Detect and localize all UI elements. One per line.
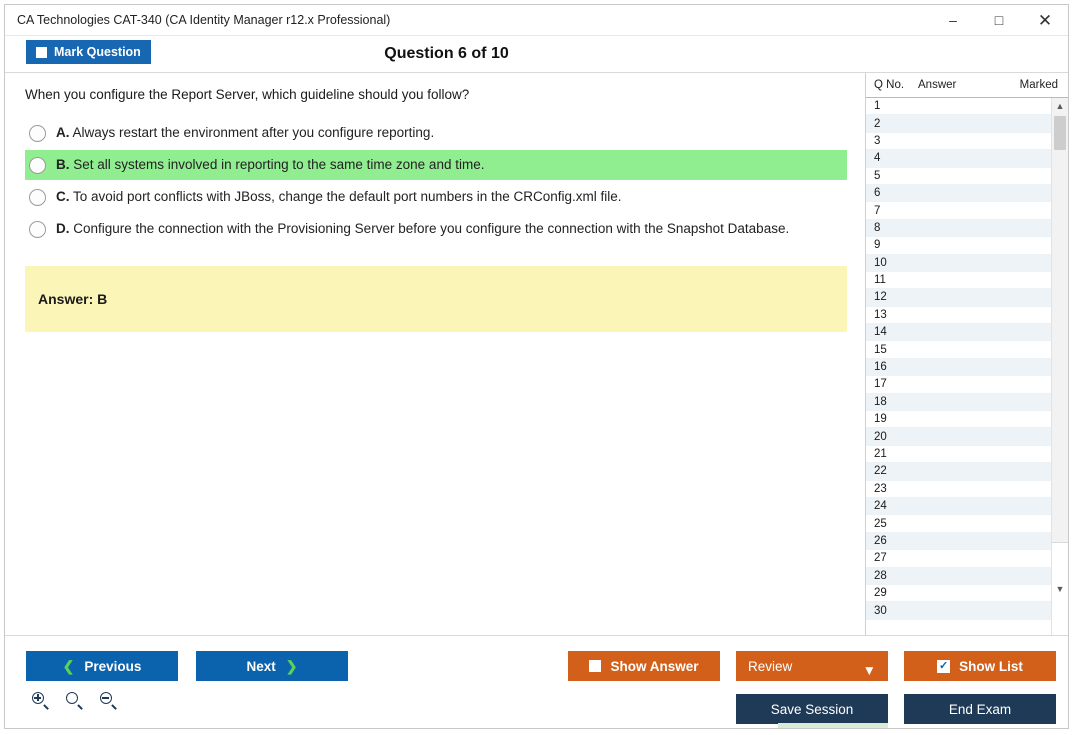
row-question-number: 19 (874, 413, 887, 426)
choice-d-body: Configure the connection with the Provisioning Server before you configure the connection with the Snapshot Database. (73, 221, 790, 236)
mark-question-button[interactable] (26, 40, 151, 64)
row-question-number: 29 (874, 587, 887, 600)
row-question-number: 10 (874, 256, 887, 269)
table-row[interactable] (866, 168, 1051, 185)
show-answer-button[interactable] (568, 651, 720, 681)
table-row[interactable] (866, 602, 1051, 619)
show-list-checkbox-icon: ✓ (939, 659, 949, 672)
choice-a[interactable] (25, 118, 847, 148)
question-list-header (866, 73, 1068, 98)
table-row[interactable] (866, 133, 1051, 150)
row-question-number: 2 (874, 117, 881, 130)
table-row[interactable] (866, 394, 1051, 411)
save-session-button[interactable] (736, 694, 888, 724)
end-exam-label: End Exam (948, 701, 1012, 717)
scroll-up-icon[interactable]: ▲ (1052, 98, 1068, 114)
table-row[interactable] (866, 428, 1051, 445)
question-list-scrollbar[interactable] (1051, 98, 1068, 635)
choice-d[interactable] (25, 214, 847, 244)
table-row[interactable] (866, 376, 1051, 393)
radio-icon-b[interactable] (29, 157, 46, 174)
table-row[interactable] (866, 568, 1051, 585)
row-question-number: 11 (874, 274, 886, 287)
radio-icon-d[interactable] (29, 221, 46, 238)
choice-d-letter: D. (56, 221, 70, 236)
table-row[interactable] (866, 550, 1051, 567)
table-row[interactable] (866, 289, 1051, 306)
row-question-number: 8 (874, 221, 881, 234)
answer-text: Answer: B (38, 291, 108, 307)
table-row[interactable] (866, 202, 1051, 219)
table-row[interactable] (866, 272, 1051, 289)
table-row[interactable] (866, 185, 1051, 202)
table-row[interactable] (866, 307, 1051, 324)
row-question-number: 17 (874, 378, 887, 391)
row-question-number: 7 (874, 204, 881, 217)
next-label: Next (246, 658, 276, 674)
table-row[interactable] (866, 498, 1051, 515)
question-counter: Question 6 of 10 (384, 45, 509, 62)
close-button[interactable]: ✕ (1037, 10, 1053, 30)
table-row[interactable] (866, 98, 1051, 115)
answer-banner (25, 266, 847, 332)
table-row[interactable] (866, 220, 1051, 237)
status-strip (778, 723, 888, 728)
window-title: CA Technologies CAT-340 (CA Identity Manager r12.x Professional) (17, 13, 391, 27)
show-answer-checkbox-icon (589, 660, 601, 672)
table-row[interactable] (866, 324, 1051, 341)
previous-button[interactable] (26, 651, 178, 681)
row-question-number: 26 (874, 534, 887, 547)
table-row[interactable] (866, 237, 1051, 254)
choice-a-letter: A. (56, 125, 70, 140)
table-row[interactable] (866, 446, 1051, 463)
question-list-body (866, 98, 1068, 635)
next-button[interactable] (196, 651, 348, 681)
row-question-number: 5 (874, 169, 881, 182)
exam-window (4, 4, 1069, 729)
table-row[interactable] (866, 585, 1051, 602)
row-question-number: 9 (874, 239, 881, 252)
table-row[interactable] (866, 359, 1051, 376)
choice-c-letter: C. (56, 189, 70, 204)
row-question-number: 22 (874, 465, 887, 478)
choice-b-body: Set all systems involved in reporting to the same time zone and time. (73, 157, 485, 172)
row-question-number: 30 (874, 604, 887, 617)
row-question-number: 27 (874, 552, 887, 565)
bottom-toolbar (5, 635, 1068, 728)
row-question-number: 1 (874, 100, 881, 113)
choice-b-text (56, 156, 484, 174)
minimize-button[interactable]: – (949, 12, 957, 28)
table-row[interactable] (866, 411, 1051, 428)
row-question-number: 16 (874, 361, 887, 374)
col-header-qno: Q No. (874, 79, 905, 91)
row-question-number: 25 (874, 517, 887, 530)
title-bar (5, 5, 1068, 36)
mark-question-checkbox-icon (36, 47, 47, 58)
table-row[interactable] (866, 515, 1051, 532)
question-text: When you configure the Report Server, which guideline should you follow? (25, 87, 470, 102)
table-row[interactable] (866, 115, 1051, 132)
exam-toolbar (5, 36, 1068, 73)
radio-icon-c[interactable] (29, 189, 46, 206)
zoom-reset-icon[interactable] (65, 691, 85, 711)
table-row[interactable] (866, 341, 1051, 358)
table-row[interactable] (866, 463, 1051, 480)
row-question-number: 12 (874, 291, 887, 304)
row-question-number: 14 (874, 326, 887, 339)
choice-b[interactable] (25, 150, 847, 180)
question-pane (5, 73, 865, 635)
row-question-number: 20 (874, 430, 887, 443)
row-question-number: 15 (874, 343, 887, 356)
zoom-in-icon[interactable] (31, 691, 51, 711)
row-question-number: 18 (874, 395, 887, 408)
zoom-out-icon[interactable] (99, 691, 119, 711)
choice-a-text (56, 124, 434, 142)
choice-a-body: Always restart the environment after you configure reporting. (72, 125, 435, 140)
mark-question-label: Mark Question (54, 45, 141, 59)
table-row[interactable] (866, 255, 1051, 272)
radio-icon-a[interactable] (29, 125, 46, 142)
previous-label: Previous (84, 658, 142, 674)
row-question-number: 23 (874, 482, 887, 495)
end-exam-button[interactable] (904, 694, 1056, 724)
exam-body (5, 73, 1068, 635)
scroll-down-icon[interactable]: ▼ (1052, 542, 1068, 635)
table-row[interactable] (866, 533, 1051, 550)
row-question-number: 24 (874, 500, 887, 513)
row-question-number: 21 (874, 448, 887, 460)
table-row[interactable] (866, 481, 1051, 498)
chevron-right-icon: ❯ (285, 658, 298, 674)
question-rows (866, 98, 1051, 635)
choice-c[interactable] (25, 182, 847, 212)
show-answer-label: Show Answer (610, 658, 699, 674)
question-list-pane (865, 73, 1068, 635)
row-question-number: 6 (874, 187, 881, 200)
chevron-down-icon: ▼ (862, 663, 876, 678)
table-row[interactable] (866, 150, 1051, 167)
choice-c-text (56, 188, 622, 206)
show-list-label: Show List (959, 658, 1023, 674)
row-question-number: 28 (874, 569, 887, 582)
row-question-number: 3 (874, 134, 881, 147)
row-question-number: 4 (874, 152, 881, 165)
col-header-answer: Answer (918, 79, 957, 91)
maximize-button[interactable]: □ (994, 12, 1004, 28)
chevron-left-icon: ❮ (62, 658, 75, 674)
choice-c-body: To avoid port conflicts with JBoss, change the default port numbers in the CRConfig.xml file. (73, 189, 622, 204)
choice-d-text (56, 220, 789, 238)
save-session-label: Save Session (770, 701, 854, 717)
review-dropdown[interactable] (736, 651, 888, 681)
zoom-controls (31, 691, 119, 711)
show-list-button[interactable] (904, 651, 1056, 681)
row-question-number: 13 (874, 308, 887, 321)
scrollbar-thumb[interactable] (1054, 116, 1066, 150)
review-label: Review (748, 658, 793, 674)
col-header-marked: Marked (1019, 79, 1058, 91)
choice-b-letter: B. (56, 157, 70, 172)
